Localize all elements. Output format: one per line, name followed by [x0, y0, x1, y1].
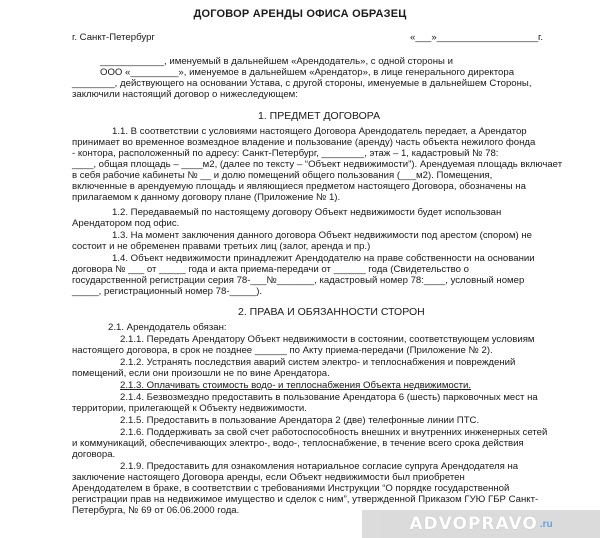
paragraph-line: принимает во временное возмездное владение и пользование (аренду) часть объекта нежилого фонда [72, 137, 536, 148]
document-title: ДОГОВОР АРЕНДЫ ОФИСА ОБРАЗЕЦ [193, 8, 407, 20]
paragraph-line: 1.2. Передаваемый по настоящему договору Объект недвижимости будет использован [112, 207, 502, 218]
paragraph-line: 2.1.4. Безвозмездно предоставить в пользование Арендатора 6 (шесть) парковочных мест на [120, 392, 538, 403]
paragraph-line: 2.1.3. Оплачивать стоимость водо- и теплоснабжения Объекта недвижимости. [120, 380, 471, 391]
watermark-suffix: .ru [539, 518, 553, 530]
paragraph-line: 2.1. Арендодатель обязан: [108, 322, 227, 333]
paragraph-line: настоящего договора, в срок не позднее ______ по Акту приема-передачи (Приложение № 2). [72, 345, 493, 356]
paragraph-line: прилагаемом к данному договору плане (Приложение № 1). [72, 192, 341, 203]
paragraph-line: договора. [72, 449, 116, 460]
intro-line: ________, действующего на основании Устава, с другой стороны, именуемые в дальнейшем Стороны, [72, 78, 532, 89]
city-line: г. Санкт-Петербург [72, 32, 155, 43]
paragraph-line: помещений, если они произошли не по вине Арендатора. [72, 368, 330, 379]
paragraph-line: государственной регистрации серия 78-___№_______, кадастровый номер 78:____, условный номер [72, 275, 525, 286]
section-2-title: 2. ПРАВА И ОБЯЗАННОСТИ СТОРОН [238, 306, 425, 318]
paragraph-line: ____, общая площадь – ____м2, (далее по тексту – “Объект недвижимости”). Арендуемая площадь включает [72, 159, 563, 170]
paragraph-line: Петербурга, № 69 от 06.06.2000 года. [72, 505, 240, 516]
paragraph-line: состоит и не обременен правами третьих лиц (залог, аренда и пр.) [72, 241, 371, 252]
paragraph-line: регистрации прав на недвижимое имущество и сделок с ним”, утвержденной Приказом ГУЮ ГБР Санкт- [72, 494, 539, 505]
paragraph-line: и коммуникаций, обеспечивающих электро-, водо-, теплоснабжение, в течение всего срока действия [72, 438, 524, 449]
paragraph-line: 2.1.9. Предоставить для ознакомления нотариальное согласие супруга Арендодателя на [120, 461, 519, 472]
paragraph-line: 2.1.6. Поддерживать за свой счет работоспособность внешних и внутренних инженерных сетей [120, 427, 548, 438]
paragraph-line: 1.1. В соответствии с условиями настоящего Договора Арендодатель передает, а Арендатор [112, 126, 527, 137]
date-line: «___»___________________г. [410, 32, 544, 43]
intro-line: заключили настоящий договор о нижеследующем: [72, 89, 298, 100]
paragraph-line: _____, регистрационный номер 78-_____). [72, 286, 263, 297]
paragraph-line: территории, прилегающей к Объекту недвижимости. [72, 403, 307, 414]
paragraph-line: 1.3. На момент заключения данного договора Объект недвижимости под арестом (спором) не [112, 230, 532, 241]
intro-line: ____________, именуемый в дальнейшем «Арендодатель», с одной стороны и [100, 56, 453, 67]
watermark-text: ADVOPRAVO [409, 514, 538, 534]
watermark [362, 510, 600, 538]
paragraph-line: в себя рабочие кабинеты № __ и долю помещений общего пользования (___м2). Помещения, [72, 170, 493, 181]
paragraph-line: 2.1.2. Устранять последствия аварий систем электро- и теплоснабжения и повреждений [120, 357, 516, 368]
paragraph-line: 1.4. Объект недвижимости принадлежит Арендодателю на праве собственности на основании [112, 253, 535, 264]
paragraph-line: 2.1.1. Передать Арендатору Объект недвижимости в состоянии, соответствующем условиям [120, 334, 535, 345]
intro-line: ООО «_________», именуемое в дальнейшем «Арендатор», в лице генерального директора [100, 67, 515, 78]
section-1-title: 1. ПРЕДМЕТ ДОГОВОРА [258, 110, 381, 122]
paragraph-line: Арендодателем в браке, в соответствии с требованиями Инструкции “О порядке государственной [72, 483, 510, 494]
paragraph-line: договора № ___ от _____ года и акта приема-передачи от ______ года (Свидетельство о [72, 264, 469, 275]
paragraph-line: заключение настоящего Договора аренды, если Объект недвижимости был приобретен [72, 472, 465, 483]
paragraph-line: 2.1.5. Предоставить в пользование Арендатора 2 (две) телефонные линии ПТС. [120, 415, 480, 426]
paragraph-line: включенные в арендуемую площадь и являющиеся предметом настоящего Договора, обозначены на [72, 181, 526, 192]
paragraph-line: Арендатором под офис. [72, 218, 180, 229]
paragraph-line: - контора, расположенный по адресу: Санкт-Петербург, ________, этаж – 1, кадастровый № 78: [72, 148, 499, 159]
